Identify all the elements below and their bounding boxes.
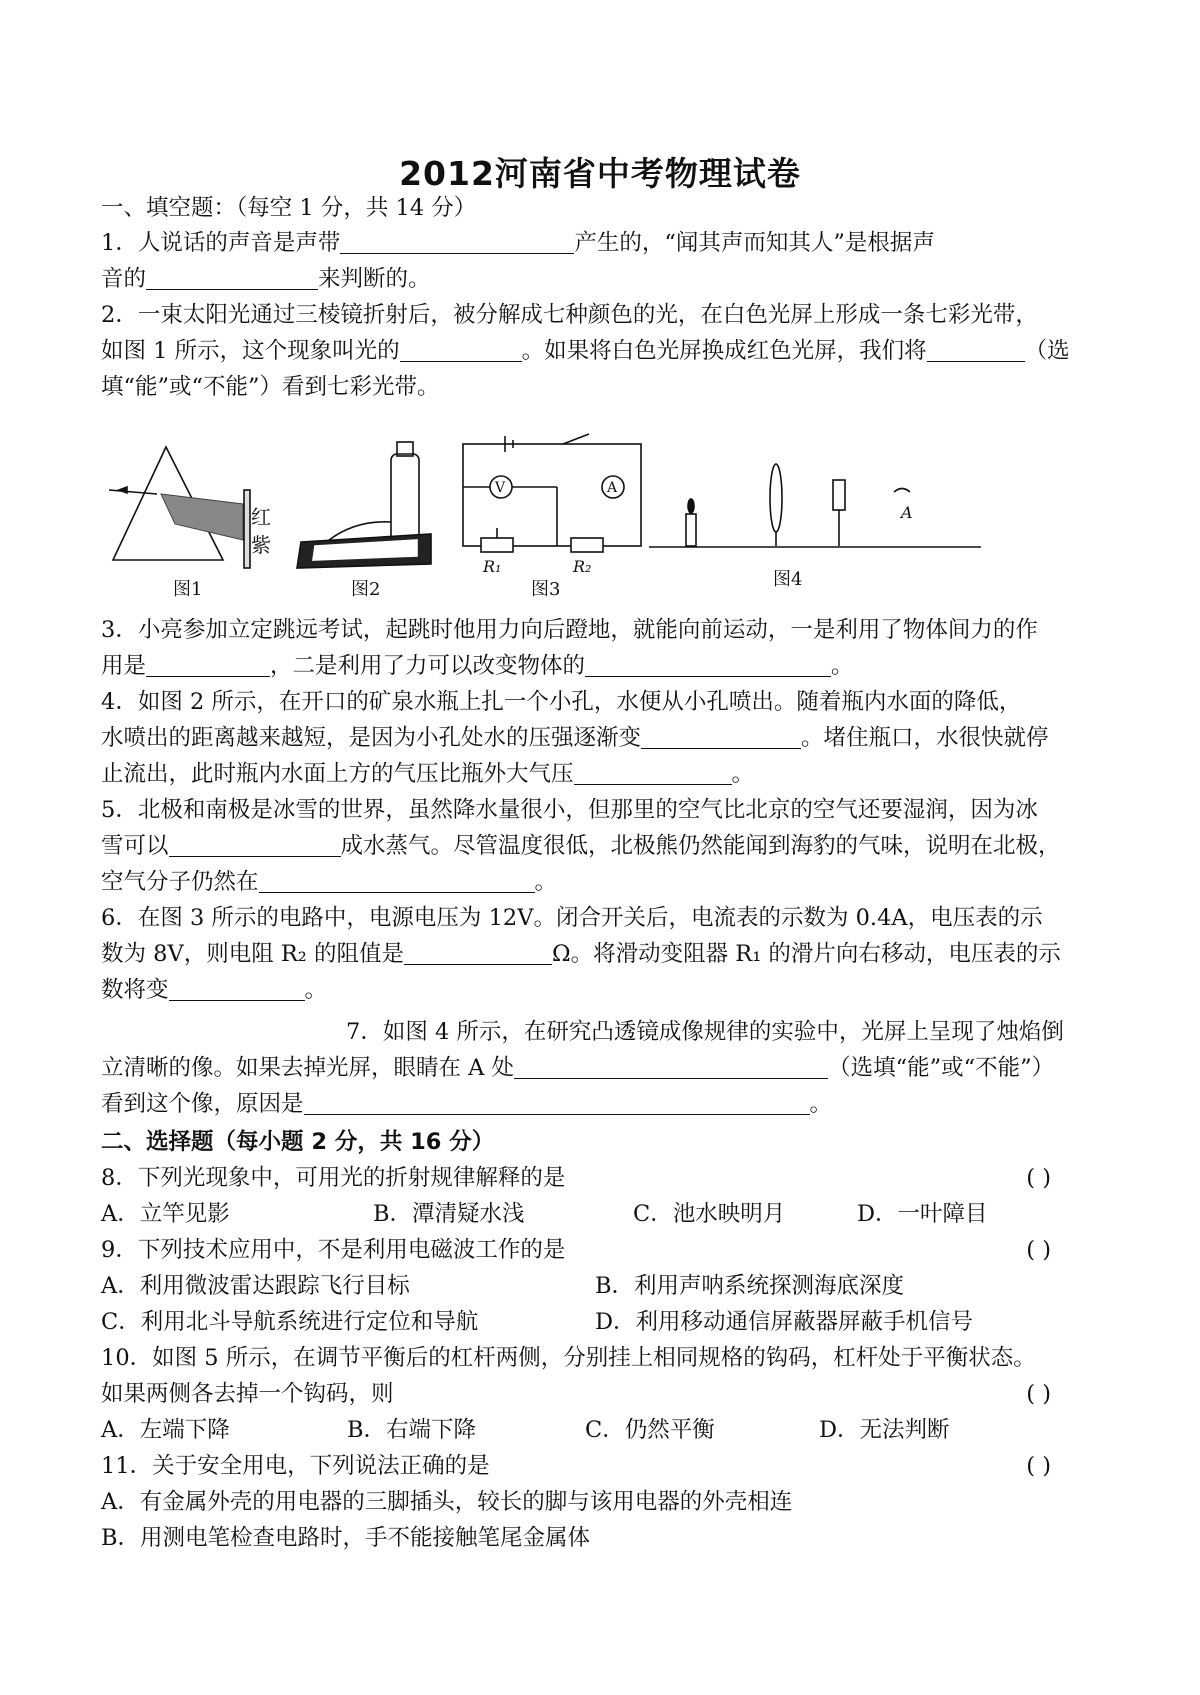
q9-option-c[interactable]: C．利用北斗导航系统进行定位和导航 [101,1309,479,1335]
question-2-line-1: 2．一束太阳光通过三棱镜折射后，被分解成七种颜色的光，在白色光屏上形成一条七彩光带， [101,302,1038,328]
q3-text-b: 用是 [101,653,147,679]
dispersed-light-band [161,494,243,540]
q8-option-b[interactable]: B．潭清疑水浅 [373,1201,525,1227]
q1-text-a: 1．人说话的声音是声带 [101,230,341,256]
q6-text-c: Ω。将滑动变阻器 R₁ 的滑片向右移动，电压表的示 [551,941,1061,967]
q4-text-d: 止流出，此时瓶内水面上方的气压比瓶外大气压 [101,761,574,787]
question-5-line-3 [101,867,1111,899]
question-7-line-1: 7．如图 4 所示，在研究凸透镜成像规律的实验中，光屏上呈现了烛焰倒 [346,1019,1064,1045]
question-2-line-3: 填“能”或“不能”）看到七彩光带。 [101,374,440,400]
q8-stem-text: 8．下列光现象中，可用光的折射规律解释的是 [101,1165,566,1191]
q1-text-d: 来判断的。 [318,266,431,292]
light-screen [244,490,250,568]
q2-text-d: （选 [1024,338,1070,364]
q5-text-b: 雪可以 [101,833,169,859]
question-3-line-2 [101,651,1111,683]
question-5-line-1: 5．北极和南极是冰雪的世界，虽然降水量很小，但那里的空气比北京的空气还要湿润，因为冰 [101,797,1038,823]
q1-blank-2[interactable] [146,265,318,290]
q6-text-b: 数为 8V，则电阻 R₂ 的阻值是 [101,941,404,967]
q2-text-c: 。如果将白色光屏换成红色光屏，我们将 [521,338,927,364]
question-8-options [101,1199,1111,1231]
q5-text-c: 成水蒸气。尽管温度很低，北极熊仍然能闻到海豹的气味，说明在北极， [340,833,1061,859]
q2-blank-1[interactable] [400,337,522,362]
r2-label: R₂ [573,557,592,576]
q4-blank-1[interactable] [641,724,801,749]
q10-option-a[interactable]: A．左端下降 [101,1417,230,1443]
q8-answer-parens[interactable]: ( ) [1026,1165,1051,1191]
question-9-options-row-1 [101,1271,1111,1303]
question-5-line-2 [101,831,1111,863]
figures-svg [101,432,1001,602]
q5-text-d: 空气分子仍然在 [101,869,259,895]
q6-blank-1[interactable] [404,940,552,965]
q11-option-b[interactable]: B．用测电笔检查电路时，手不能接触笔尾金属体 [101,1525,591,1551]
q5-blank-1[interactable] [169,832,341,857]
q10-option-c[interactable]: C．仍然平衡 [585,1417,715,1443]
q2-blank-2[interactable] [927,337,1025,362]
q4-text-e: 。 [731,761,755,787]
q10-option-d[interactable]: D．无法判断 [819,1417,950,1443]
q6-text-e: 。 [304,977,328,1003]
question-1-line-2 [101,264,1111,296]
q8-option-d[interactable]: D．一叶障目 [857,1201,988,1227]
q3-text-c: ，二是利用了力可以改变物体的 [270,653,586,679]
eye-label: A [901,503,913,522]
q9-stem-text: 9．下列技术应用中，不是利用电磁波工作的是 [101,1237,566,1263]
question-6-line-3 [101,975,1111,1007]
voltmeter-label: V [495,480,506,496]
fig1-caption: 图1 [173,579,203,600]
q9-answer-parens[interactable]: ( ) [1026,1237,1051,1263]
q5-blank-2[interactable] [259,868,535,893]
figures-row [101,432,1001,602]
question-10-line-2 [101,1379,1111,1411]
fig2-caption: 图2 [351,579,381,600]
rheostat-r1 [481,538,513,552]
question-9-stem [101,1235,1111,1267]
q6-blank-2[interactable] [169,976,305,1001]
r1-label: R₁ [483,557,502,576]
fig3-caption: 图3 [531,579,561,600]
section-1-heading: 一、填空题：（每空 1 分，共 14 分） [101,195,477,221]
label-purple: 紫 [251,533,271,557]
q3-text-d: 。 [831,653,854,679]
q11-answer-parens[interactable]: ( ) [1026,1453,1051,1479]
q4-text-b: 水喷出的距离越来越短，是因为小孔处水的压强逐渐变 [101,725,642,751]
question-7-line-3 [101,1089,1111,1121]
q1-blank-1[interactable] [340,229,574,254]
q3-blank-2[interactable] [585,652,831,677]
page-title: 2012河南省中考物理试卷 [399,154,801,193]
q7-blank-1[interactable] [514,1054,828,1079]
question-9-options-row-2 [101,1307,1111,1339]
question-11-stem [101,1451,1111,1483]
resistor-r2 [571,538,603,552]
question-7-line-2 [101,1053,1111,1085]
q6-text-d: 数将变 [101,977,169,1003]
label-red: 红 [251,505,271,529]
q4-blank-2[interactable] [574,760,732,785]
q10-answer-parens[interactable]: ( ) [1026,1381,1051,1407]
question-8-stem [101,1163,1111,1195]
question-4-line-3 [101,759,1111,791]
q11-option-a[interactable]: A．有金属外壳的用电器的三脚插头，较长的脚与该用电器的外壳相连 [101,1489,793,1515]
q9-option-d[interactable]: D．利用移动通信屏蔽器屏蔽手机信号 [595,1309,974,1335]
fig4-caption: 图4 [773,569,803,590]
question-4-line-2 [101,723,1111,755]
question-10-options [101,1415,1111,1447]
bottle-shape [391,454,419,544]
q7-blank-2[interactable] [304,1090,810,1115]
question-2-line-2 [101,336,1111,368]
q4-text-c: 。堵住瓶口，水很快就停 [801,725,1049,751]
q3-blank-1[interactable] [146,652,270,677]
q9-option-b[interactable]: B．利用声呐系统探测海底深度 [595,1273,905,1299]
question-3-line-1: 3．小亮参加立定跳远考试，起跳时他用力向后蹬地，就能向前运动，一是利用了物体间力的作 [101,617,1038,643]
question-1-line-1 [101,228,1111,260]
screen-shape [833,480,845,510]
ammeter-label: A [607,480,618,496]
q11-stem-text: 11．关于安全用电，下列说法正确的是 [101,1453,490,1479]
question-6-line-1: 6．在图 3 所示的电路中，电源电压为 12V。闭合开关后，电流表的示数为 0.4A，电压表的示 [101,905,1043,931]
q1-text-c: 音的 [101,266,147,292]
question-10-line-1: 10．如图 5 所示，在调节平衡后的杠杆两侧，分别挂上相同规格的钩码，杠杆处于平衡状态。 [101,1345,1036,1371]
q10-option-b[interactable]: B．右端下降 [347,1417,477,1443]
q9-option-a[interactable]: A．利用微波雷达跟踪飞行目标 [101,1273,410,1299]
q7-text-d: 看到这个像，原因是 [101,1091,304,1117]
q1-text-b: 产生的，“闻其声而知其人”是根据声 [574,230,935,256]
candle-shape [686,514,696,546]
q2-text-b: 如图 1 所示，这个现象叫光的 [101,338,400,364]
q5-text-e: 。 [534,869,558,895]
question-4-line-1: 4．如图 2 所示，在开口的矿泉水瓶上扎一个小孔，水便从小孔喷出。随着瓶内水面的降低， [101,689,1022,715]
q8-option-c[interactable]: C．池水映明月 [633,1201,786,1227]
q8-option-a[interactable]: A．立竿见影 [101,1201,230,1227]
question-6-line-2 [101,939,1111,971]
q7-text-c: （选填“能”或“不能”） [828,1055,1055,1081]
q7-text-b: 立清晰的像。如果去掉光屏，眼睛在 A 处 [101,1055,515,1081]
section-2-heading: 二、选择题（每小题 2 分，共 16 分） [101,1129,495,1155]
lens-shape [770,464,782,532]
q10-text-b: 如果两侧各去掉一个钩码，则 [101,1381,394,1407]
q7-text-e: 。 [809,1091,833,1117]
